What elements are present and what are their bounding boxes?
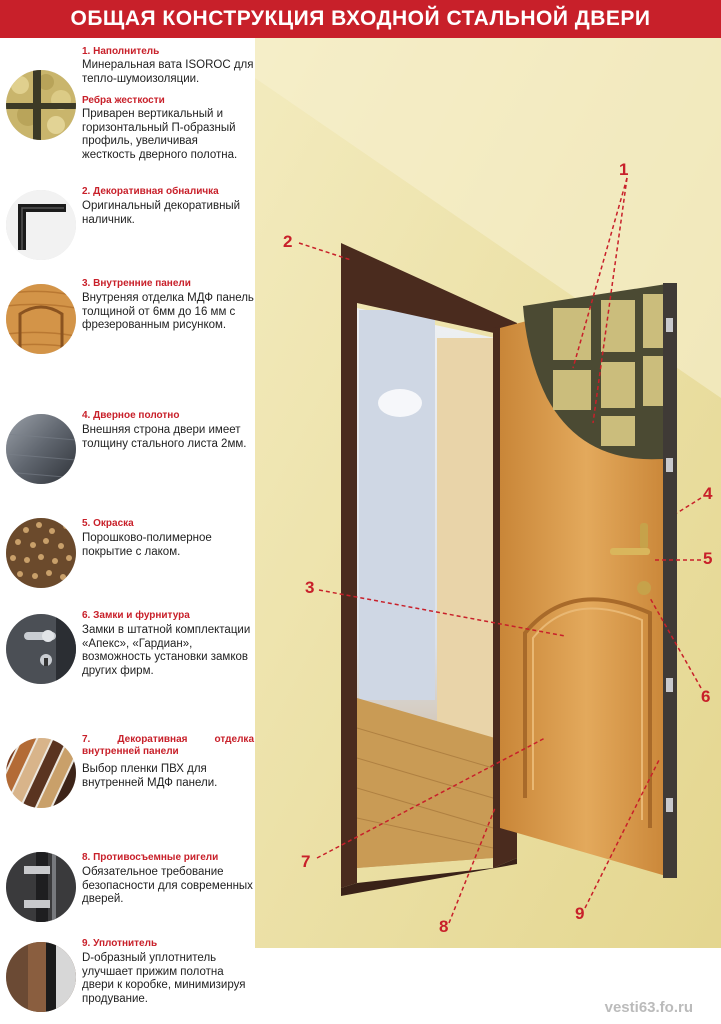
legend-item-desc: Минеральная вата ISOROC для тепло-шумоизоляции. [82,59,254,85]
trim-profile-icon [6,190,76,260]
anti-removal-bolt-icon [6,852,76,922]
legend-item-title: 5. Окраска [82,518,134,529]
seal-icon [6,942,76,1012]
callout-8: 8 [439,917,449,936]
callout-2: 2 [283,232,293,251]
legend-item-desc: Внешняя строна двери имеет толщину стального листа 2мм. [82,424,247,450]
legend-item-title: 3. Внутренние панели [82,278,191,289]
legend-item-desc: Внутреняя отделка МДФ панель толщиной от 6мм до 16 мм с фрезерованным рисунком. [82,292,254,331]
pvc-film-icon [6,738,76,808]
lock-handle-icon [6,614,76,684]
legend-item-desc: Порошково-полимерное покрытие с лаком. [82,532,212,558]
legend-item-subtitle: Ребра жесткости [82,95,165,106]
powder-coating-icon [6,518,76,588]
watermark: vesti63.fo.ru [604,999,693,1016]
page-title: ОБЩАЯ КОНСТРУКЦИЯ ВХОДНОЙ СТАЛЬНОЙ ДВЕРИ [0,0,721,38]
legend-item-desc: Оригинальный декоративный наличник. [82,200,241,226]
legend-item-desc: Выбор пленки ПВХ для внутренней МДФ панели. [82,763,218,789]
legend-item-title: 1. Наполнитель [82,46,160,57]
legend-item-title: 8. Противосъемные ригели [82,852,219,863]
legend-item-desc: D-образный уплотнитель улучшает прижим полотна двери к коробке, минимизируя продувание. [82,952,246,1005]
legend-item-title: 9. Уплотнитель [82,938,158,949]
legend-item-subdesc: Приварен вертикальный и горизонтальный П-образный профиль, увеличивая жесткость дверного полотна. [82,108,238,161]
legend-item-title: 2. Декоративная обналичка [82,186,219,197]
callout-9: 9 [575,904,585,923]
legend-item-desc: Обязательное требование безопасности для современных дверей. [82,866,253,905]
legend-panel [0,38,255,1024]
callout-7: 7 [301,852,311,871]
legend-item-desc: Замки в штатной комплектации «Апекс», «Гардиан», возможность установки замков других фирм. [82,624,251,677]
callout-6: 6 [701,687,711,706]
steel-sheet-icon [6,414,76,484]
mineral-wool-icon [6,70,76,140]
callout-4: 4 [703,484,713,503]
callout-3: 3 [305,578,315,597]
legend-item-title: 6. Замки и фурнитура [82,610,190,621]
mdf-panel-icon [6,284,76,354]
callout-5: 5 [703,549,713,568]
legend-item-title: 7. Декоративная отделка внутренней панели [82,734,254,757]
door-illustration [255,38,721,948]
legend-item-title: 4. Дверное полотно [82,410,180,421]
callout-1: 1 [619,160,629,179]
